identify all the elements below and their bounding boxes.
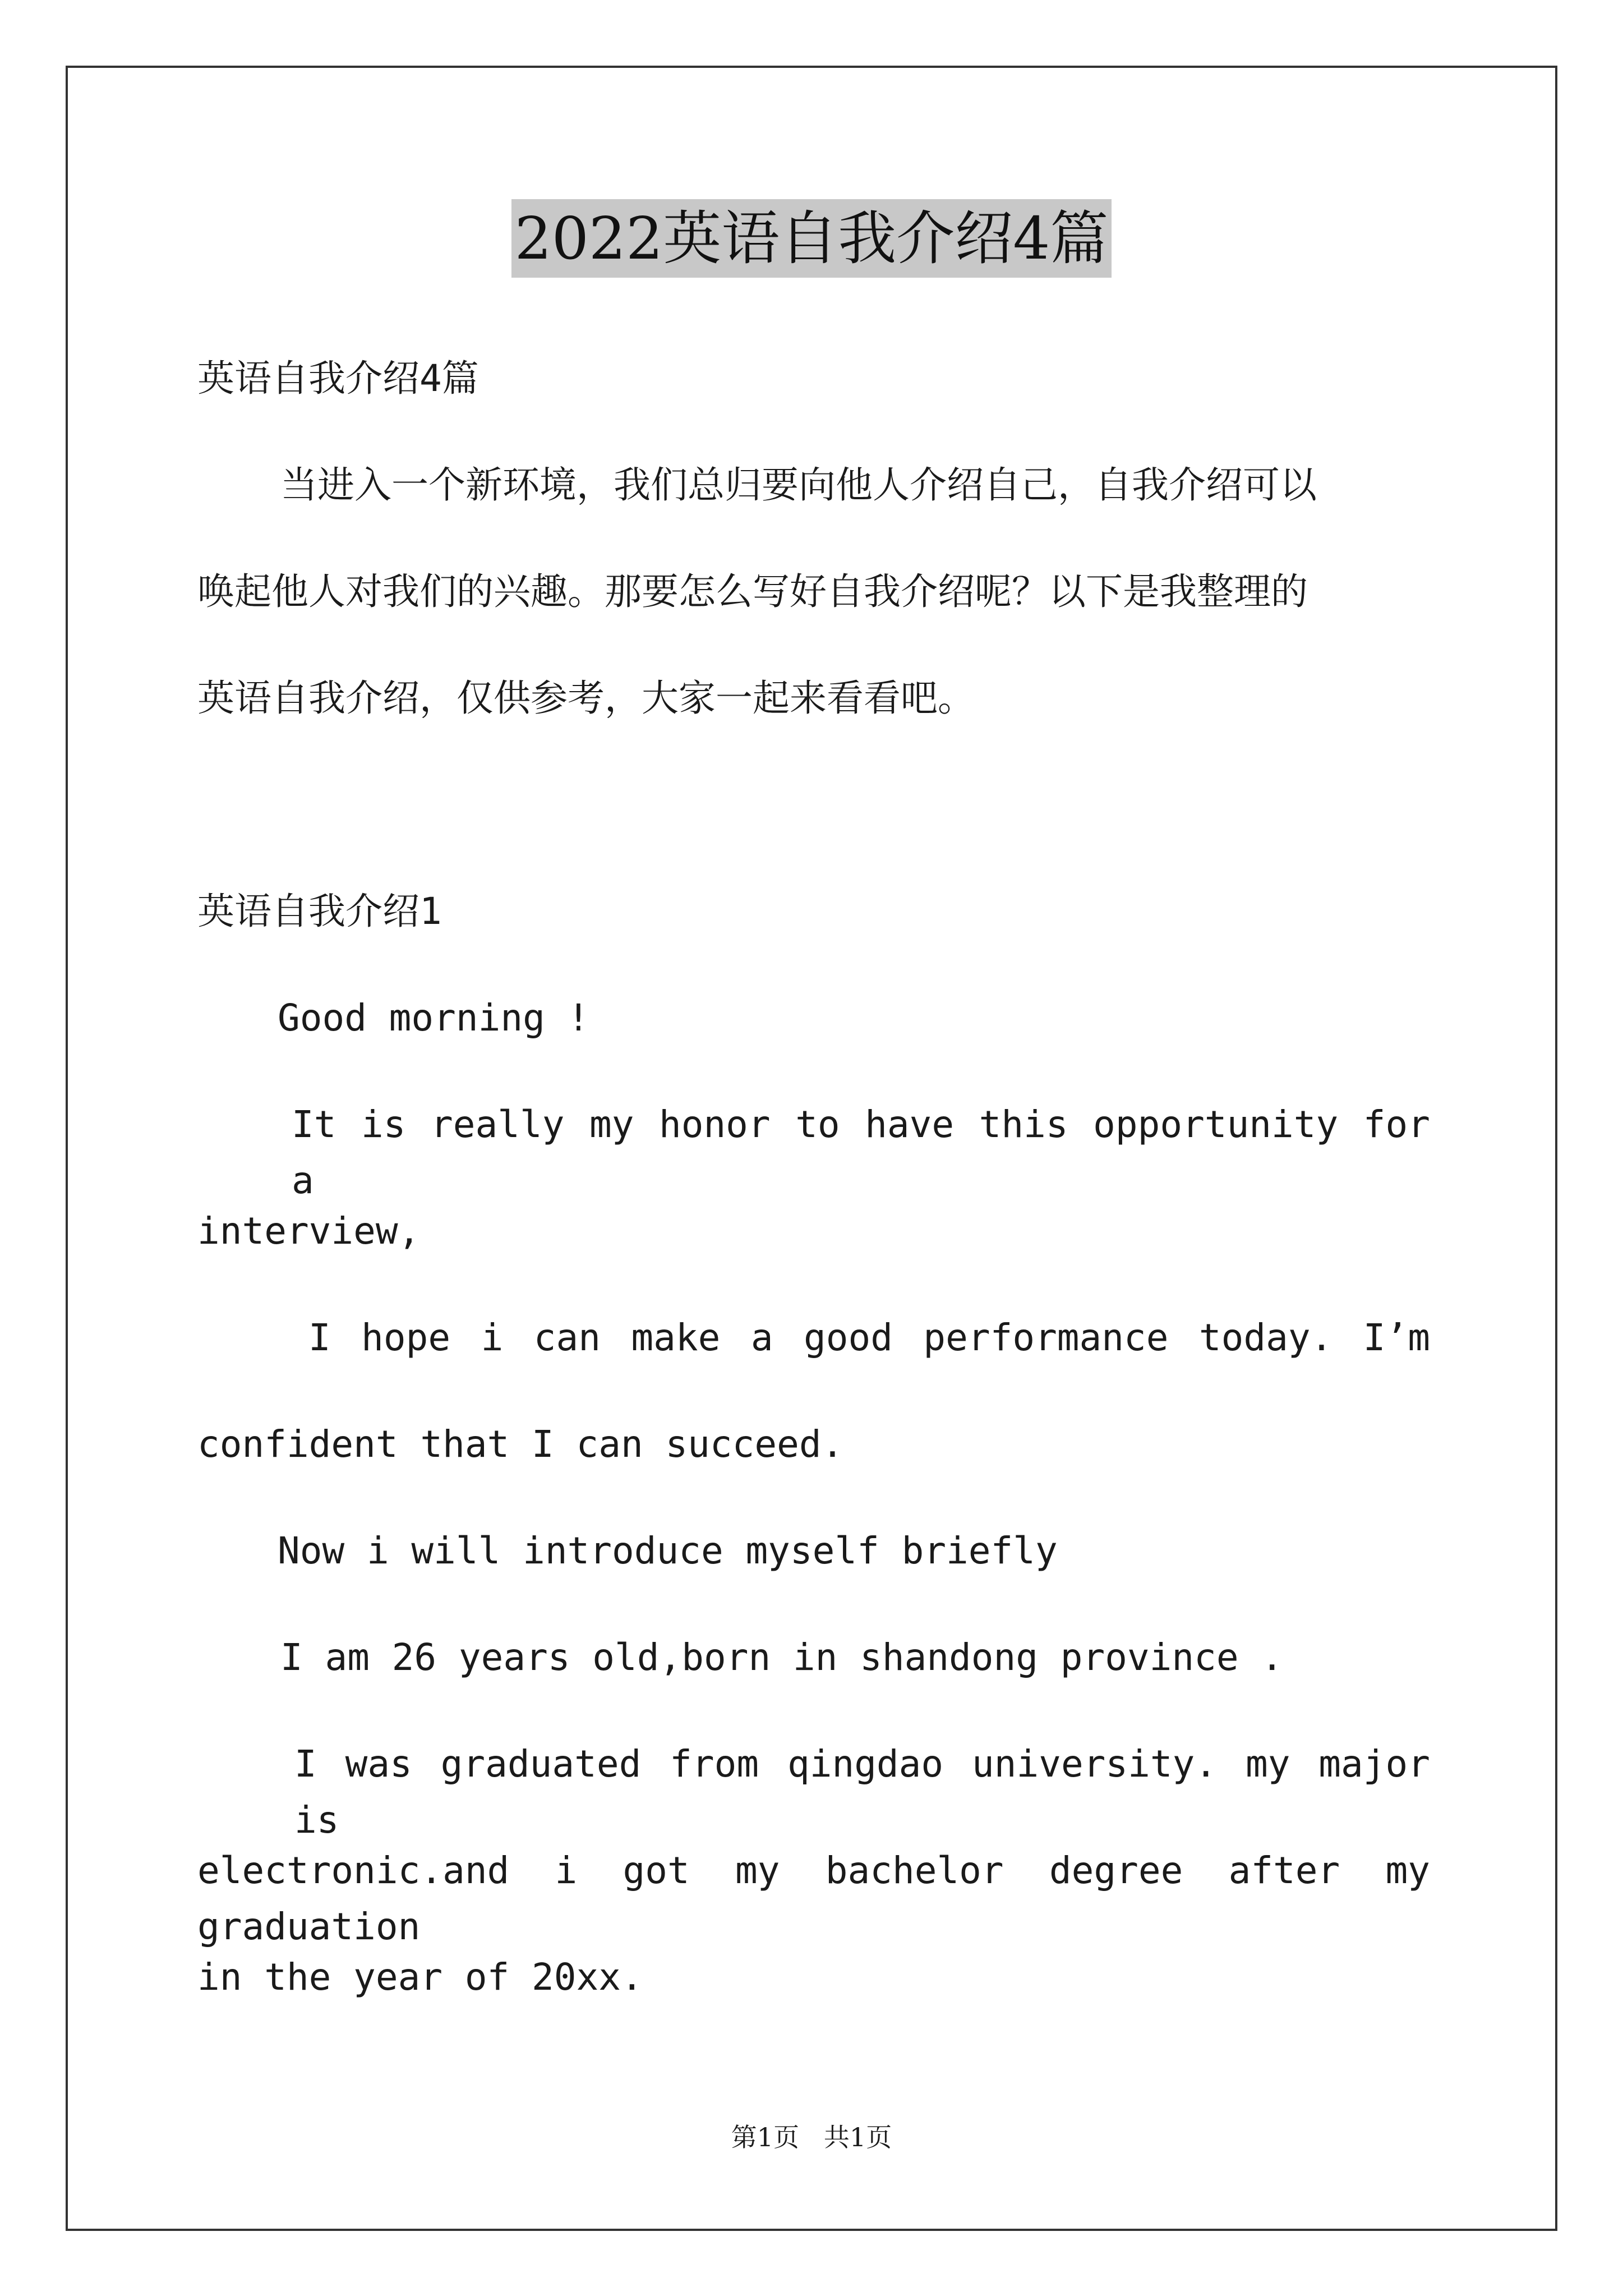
intro-line-1: 当进入一个新环境，我们总归要向他人介绍自己，自我介绍可以	[280, 463, 1317, 507]
document-title: 2022英语自我介绍4篇	[511, 199, 1112, 278]
intro-line-3: 英语自我介绍，仅供参考，大家一起来看看吧。	[197, 677, 975, 720]
body-line-7: I am 26 years old,born in shandong province .	[280, 1636, 1284, 1679]
page-footer: 第1页 共1页	[731, 2122, 892, 2152]
section-heading: 英语自我介绍1	[197, 890, 442, 933]
body-line-3: interview,	[197, 1209, 421, 1253]
body-line-2: It is really my honor to have this opportunity for a	[292, 1103, 1430, 1202]
body-line-5: confident that I can succeed.	[197, 1423, 844, 1466]
intro-line-2: 唤起他人对我们的兴趣。那要怎么写好自我介绍呢？以下是我整理的	[197, 570, 1308, 613]
body-line-9: electronic.and i got my bachelor degree after my graduation	[197, 1849, 1430, 1948]
body-line-1: Good morning !	[278, 996, 590, 1039]
body-line-4: I hope i can make a good performance today. I’m	[308, 1316, 1430, 1359]
body-line-6: Now i will introduce myself briefly	[278, 1529, 1058, 1572]
document-subtitle: 英语自我介绍4篇	[197, 357, 479, 400]
body-line-8: I was graduated from qingdao university. my major is	[294, 1742, 1430, 1842]
title-container	[0, 199, 1623, 278]
body-line-10: in the year of 20xx.	[197, 1955, 643, 1999]
